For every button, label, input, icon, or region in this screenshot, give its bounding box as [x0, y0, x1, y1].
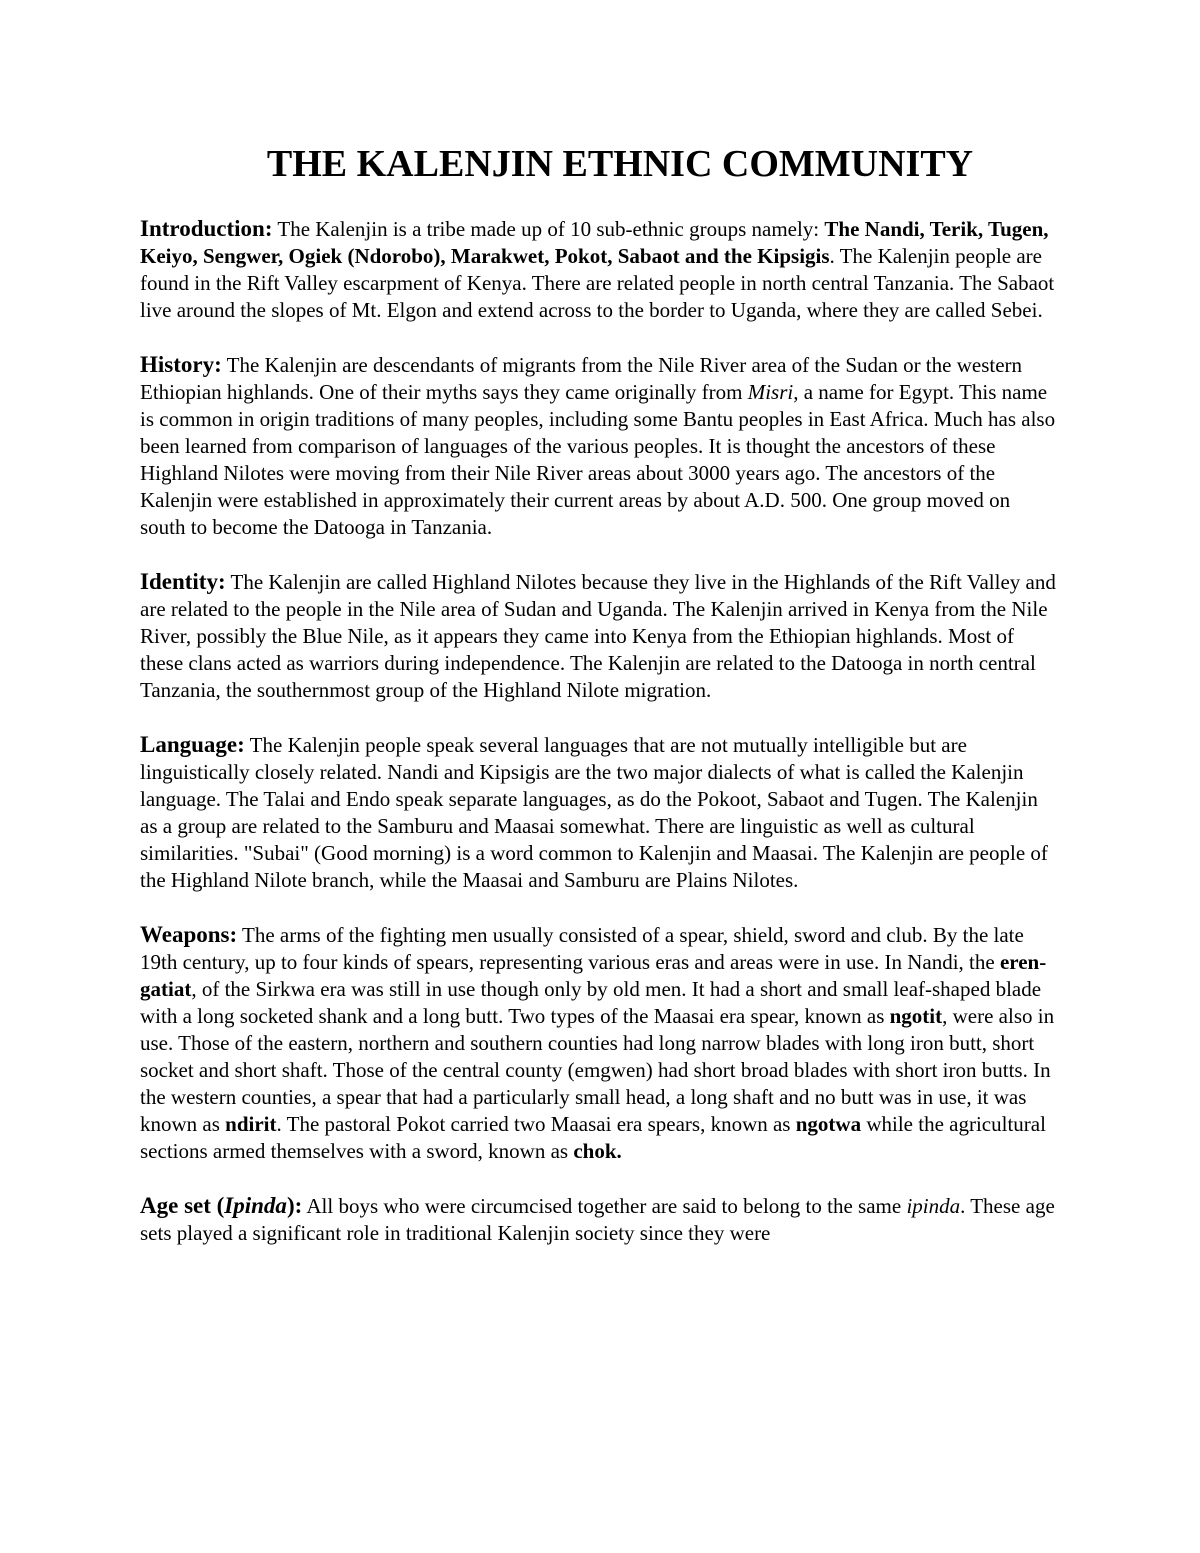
- weapons-text-1: The arms of the fighting men usually consisted of a spear, shield, sword and club. By the late 19th century, up to four kinds of spears, representing various eras and areas were in use. In Nandi, the: [140, 923, 1024, 974]
- identity-heading: Identity:: [140, 569, 226, 594]
- ndirit-term: ndirit: [225, 1112, 277, 1136]
- weapons-text-5: while the agricultural sections armed themselves with a sword, known as: [140, 1112, 1046, 1163]
- identity-text: The Kalenjin are called Highland Nilotes because they live in the Highlands of the Rift Valley and are related to the people in the Nile area of Sudan and Uganda. The Kalenjin arrived in Kenya from the Nile River, possibly the Blue Nile, as it appears they came into Kenya from the Ethiopian highlands. Most of these clans acted as warriors during independence. The Kalenjin are related to the Datooga in north central Tanzania, the southernmost group of the Highland Nilote migration.: [140, 570, 1056, 702]
- ngotit-term: ngotit: [889, 1004, 943, 1028]
- chok-term: chok.: [573, 1139, 622, 1163]
- language-text: The Kalenjin people speak several languages that are not mutually intelligible but are linguistically closely related. Nandi and Kipsigis are the two major dialects of what is called the Kalenjin language. The Talai and Endo speak separate languages, as do the Pokoot, Sabaot and Tugen. The Kalenjin as a group are related to the Samburu and Maasai somewhat. There are linguistic as well as cultural similarities. "Subai" (Good morning) is a word common to Kalenjin and Maasai. The Kalenjin are people of the Highland Nilote branch, while the Maasai and Samburu are Plains Nilotes.: [140, 733, 1048, 892]
- introduction-text-2: . The Kalenjin people are found in the Rift Valley escarpment of Kenya. There are related people in north central Tanzania. The Sabaot live around the slopes of Mt. Elgon and extend across to the border to Uganda, where they are called Sebei.: [140, 244, 1055, 322]
- weapons-text-4: . The pastoral Pokot carried two Maasai era spears, known as: [276, 1112, 796, 1136]
- age-set-text-2: . These age sets played a significant role in traditional Kalenjin society since they were: [140, 1194, 1055, 1245]
- eren-gatiat-term: eren-gatiat: [140, 950, 1047, 1001]
- weapons-heading: Weapons:: [140, 922, 238, 947]
- age-set-heading-ipinda: Ipinda: [224, 1193, 287, 1218]
- identity-paragraph: [140, 568, 1060, 704]
- introduction-paragraph: [140, 215, 1060, 324]
- weapons-text-3: , were also in use. Those of the eastern, northern and southern counties had long narrow blades with long iron butt, short socket and short shaft. Those of the central county (emgwen) had short broad blades with short iron butts. In the western counties, a spear that had a particularly small head, a long shaft and no butt was in use, it was known as: [140, 1004, 1055, 1136]
- ipinda-term: ipinda: [906, 1194, 961, 1218]
- misri-term: Misri: [747, 380, 794, 404]
- history-text-1: The Kalenjin are descendants of migrants from the Nile River area of the Sudan or the western Ethiopian highlands. One of their myths says they came originally from: [140, 353, 1023, 404]
- age-set-heading-part-1: Age set (: [140, 1193, 225, 1218]
- age-set-heading: [140, 1193, 302, 1218]
- sub-ethnic-groups-list: The Nandi, Terik, Tugen, Keiyo, Sengwer, Ogiek (Ndorobo), Marakwet, Pokot, Sabaot and the Kipsigis: [140, 217, 1049, 268]
- age-set-text-1: All boys who were circumcised together are said to belong to the same: [302, 1194, 907, 1218]
- introduction-text-1: The Kalenjin is a tribe made up of 10 sub-ethnic groups namely:: [272, 217, 825, 241]
- document-title: THE KALENJIN ETHNIC COMMUNITY: [266, 143, 974, 185]
- age-set-heading-part-2: ):: [286, 1193, 303, 1218]
- document-body: [140, 215, 1060, 1274]
- weapons-paragraph: [140, 921, 1060, 1165]
- introduction-heading: Introduction:: [140, 216, 273, 241]
- age-set-paragraph: [140, 1192, 1060, 1247]
- weapons-text-2: , of the Sirkwa era was still in use though only by old men. It had a short and small leaf-shaped blade with a long socketed shank and a long butt. Two types of the Maasai era spear, known as: [140, 977, 1042, 1028]
- history-text-2: , a name for Egypt. This name is common in origin traditions of many peoples, including some Bantu peoples in East Africa. Much has also been learned from comparison of languages of the various peoples. It is thought the ancestors of these Highland Nilotes were moving from their Nile River areas about 3000 years ago. The ancestors of the Kalenjin were established in approximately their current areas by about A.D. 500. One group moved on south to become the Datooga in Tanzania.: [140, 380, 1056, 539]
- ngotwa-term: ngotwa: [795, 1112, 862, 1136]
- language-paragraph: [140, 731, 1060, 894]
- history-heading: History:: [140, 352, 222, 377]
- history-paragraph: [140, 351, 1060, 541]
- language-heading: Language:: [140, 732, 245, 757]
